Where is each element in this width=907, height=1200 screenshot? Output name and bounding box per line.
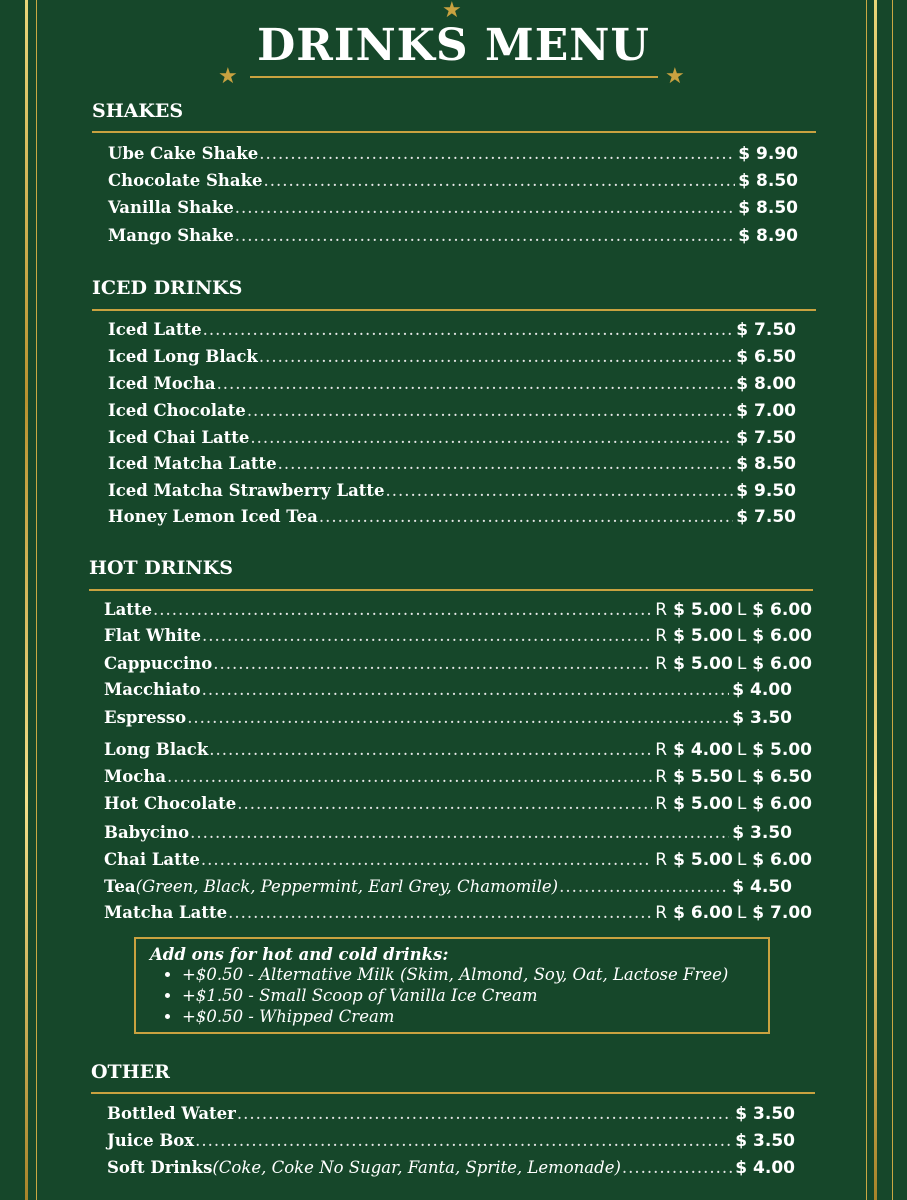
item-price: $ 8.00: [736, 374, 796, 394]
dot-leader: [247, 401, 733, 420]
large-price: [737, 850, 812, 870]
size-label-large: L: [736, 626, 747, 646]
large-price: [737, 626, 812, 646]
item-price-regular: $ 5.00: [673, 600, 733, 620]
item-price-regular: $ 5.00: [673, 794, 733, 814]
section-heading-iced-drinks: ICED DRINKS: [92, 277, 243, 299]
dot-leader: [622, 1158, 732, 1177]
item-price-large: $ 6.00: [752, 626, 812, 646]
item-price-regular: $ 5.00: [673, 626, 733, 646]
item-name: Ube Cake Shake: [108, 144, 259, 163]
dot-leader: [235, 198, 736, 217]
size-label-regular: R: [655, 903, 668, 923]
dot-leader: [153, 600, 652, 619]
dot-leader: [195, 1131, 732, 1150]
item-price: $ 6.50: [736, 347, 796, 367]
item-price-regular: $ 5.00: [673, 654, 733, 674]
item-name: Juice Box: [107, 1131, 195, 1150]
regular-price: [655, 626, 733, 646]
size-label-regular: R: [655, 850, 668, 870]
item-name: Iced Chocolate: [108, 401, 246, 420]
addons-heading: Add ons for hot and cold drinks:: [150, 945, 449, 964]
dot-leader: [187, 708, 729, 727]
menu-item: [108, 320, 796, 344]
item-price: $ 7.50: [736, 507, 796, 527]
regular-price: [655, 767, 733, 787]
addons-list: [150, 964, 754, 1027]
dot-leader: [319, 507, 733, 526]
dot-leader: [202, 680, 730, 699]
size-label-large: L: [736, 903, 747, 923]
addon-item: • +$0.50 - Alternative Milk (Skim, Almond, Soy, Oat, Lactose Free): [182, 964, 754, 985]
section-heading-other: OTHER: [91, 1061, 170, 1083]
dot-leader: [203, 320, 734, 339]
item-price: $ 8.50: [736, 454, 796, 474]
menu-item: [104, 767, 812, 791]
size-label-regular: R: [655, 626, 668, 646]
item-price: $ 9.90: [738, 144, 798, 164]
menu-item: [104, 654, 812, 678]
section-divider: [89, 589, 813, 591]
menu-item: [107, 1104, 795, 1128]
dot-leader: [386, 481, 734, 500]
item-price: $ 3.50: [732, 823, 792, 843]
large-price: [737, 740, 812, 760]
menu-item: [104, 823, 792, 847]
item-price: $ 3.50: [735, 1131, 795, 1151]
regular-price: [655, 740, 733, 760]
item-price-large: $ 5.00: [752, 740, 812, 760]
regular-price: [655, 600, 733, 620]
menu-item: [104, 740, 812, 764]
item-price-large: $ 6.00: [752, 850, 812, 870]
item-name: Mango Shake: [108, 226, 234, 245]
item-name: Chocolate Shake: [108, 171, 263, 190]
item-price: $ 4.50: [732, 877, 792, 897]
item-name: Matcha Latte: [104, 903, 228, 922]
dot-leader: [235, 226, 736, 245]
item-name: Bottled Water: [107, 1104, 236, 1123]
item-note: (Coke, Coke No Sugar, Fanta, Sprite, Lemonade): [212, 1158, 621, 1177]
size-label-large: L: [736, 850, 747, 870]
section-heading-hot-drinks: HOT DRINKS: [89, 557, 234, 579]
section-divider: [92, 131, 816, 133]
menu-item: [108, 401, 796, 425]
menu-item: [108, 347, 796, 371]
dot-leader: [278, 454, 734, 473]
large-price: [737, 654, 812, 674]
item-name: Tea: [104, 877, 136, 896]
item-name: Babycino: [104, 823, 190, 842]
item-price-regular: $ 4.00: [673, 740, 733, 760]
menu-item: [108, 374, 796, 398]
star-icon: ★: [442, 0, 462, 23]
menu-item: [104, 708, 792, 732]
item-name: Iced Mocha: [108, 374, 216, 393]
dot-leader: [190, 823, 729, 842]
size-label-regular: R: [655, 767, 668, 787]
item-price-large: $ 6.50: [752, 767, 812, 787]
menu-item: [104, 877, 792, 901]
item-price: $ 7.50: [736, 320, 796, 340]
size-label-large: L: [736, 654, 747, 674]
large-price: [737, 794, 812, 814]
menu-item: [104, 600, 812, 624]
menu-item: [104, 680, 792, 704]
dot-leader: [228, 903, 652, 922]
item-name: Espresso: [104, 708, 187, 727]
dot-leader: [167, 767, 652, 786]
item-price: $ 8.50: [738, 171, 798, 191]
star-icon: ★: [665, 64, 685, 89]
item-note: (Green, Black, Peppermint, Earl Grey, Chamomile): [135, 877, 559, 896]
item-name: Iced Matcha Latte: [108, 454, 277, 473]
size-label-regular: R: [655, 600, 668, 620]
item-price: $ 3.50: [735, 1104, 795, 1124]
item-price: $ 7.50: [736, 428, 796, 448]
dot-leader: [559, 877, 729, 896]
page-title: DRINKS MENU: [257, 20, 650, 71]
frame-border-left: [25, 0, 28, 1200]
section-divider: [92, 309, 816, 311]
item-price: $ 4.00: [732, 680, 792, 700]
menu-item: [104, 794, 812, 818]
size-label-large: L: [736, 600, 747, 620]
item-price-large: $ 7.00: [752, 903, 812, 923]
item-price: $ 7.00: [736, 401, 796, 421]
dot-leader: [259, 347, 733, 366]
item-price-large: $ 6.00: [752, 654, 812, 674]
large-price: [737, 903, 812, 923]
frame-border-right: [874, 0, 877, 1200]
dot-leader: [209, 740, 652, 759]
size-label-regular: R: [655, 794, 668, 814]
dot-leader: [213, 654, 652, 673]
dot-leader: [259, 144, 735, 163]
dot-leader: [237, 794, 652, 813]
item-price-regular: $ 5.50: [673, 767, 733, 787]
title-divider: [250, 76, 658, 78]
item-price-large: $ 6.00: [752, 794, 812, 814]
menu-item: [108, 428, 796, 452]
dot-leader: [264, 171, 736, 190]
frame-border-left-inner: [36, 0, 37, 1200]
section-heading-shakes: SHAKES: [92, 100, 184, 122]
item-name: Flat White: [104, 626, 201, 645]
star-icon: ★: [218, 64, 238, 89]
dot-leader: [237, 1104, 732, 1123]
item-price: $ 8.50: [738, 198, 798, 218]
dot-leader: [201, 850, 652, 869]
regular-price: [655, 903, 733, 923]
item-name: Cappuccino: [104, 654, 213, 673]
item-name: Iced Latte: [108, 320, 202, 339]
large-price: [737, 600, 812, 620]
addons-box: [134, 937, 770, 1034]
regular-price: [655, 654, 733, 674]
item-name: Chai Latte: [104, 850, 200, 869]
item-name: Mocha: [104, 767, 167, 786]
menu-item: [108, 171, 798, 195]
item-price: $ 3.50: [732, 708, 792, 728]
menu-item: [108, 226, 798, 250]
item-name: Latte: [104, 600, 153, 619]
large-price: [737, 767, 812, 787]
menu-item: [104, 626, 812, 650]
item-price-regular: $ 5.00: [673, 850, 733, 870]
size-label-regular: R: [655, 654, 668, 674]
item-name: Macchiato: [104, 680, 201, 699]
item-name: Iced Long Black: [108, 347, 258, 366]
regular-price: [655, 850, 733, 870]
size-label-regular: R: [655, 740, 668, 760]
item-name: Vanilla Shake: [108, 198, 234, 217]
item-name: Iced Matcha Strawberry Latte: [108, 481, 385, 500]
item-name: Honey Lemon Iced Tea: [108, 507, 318, 526]
item-price-regular: $ 6.00: [673, 903, 733, 923]
menu-item: [108, 454, 796, 478]
item-price: $ 4.00: [735, 1158, 795, 1178]
menu-item: [108, 481, 796, 505]
menu-item: [104, 903, 812, 927]
menu-item: [104, 850, 812, 874]
item-price-large: $ 6.00: [752, 600, 812, 620]
menu-item: [107, 1131, 795, 1155]
size-label-large: L: [736, 740, 747, 760]
dot-leader: [202, 626, 652, 645]
item-name: Iced Chai Latte: [108, 428, 250, 447]
menu-item: [108, 144, 798, 168]
frame-border-right-outer: [892, 0, 893, 1200]
section-divider: [91, 1092, 815, 1094]
dot-leader: [250, 428, 733, 447]
dot-leader: [217, 374, 734, 393]
item-price: $ 8.90: [738, 226, 798, 246]
item-name: Soft Drinks: [107, 1158, 213, 1177]
menu-item: [108, 507, 796, 531]
menu-item: [108, 198, 798, 222]
addon-item: • +$1.50 - Small Scoop of Vanilla Ice Cream: [182, 985, 754, 1006]
item-price: $ 9.50: [736, 481, 796, 501]
size-label-large: L: [736, 794, 747, 814]
addon-item: • +$0.50 - Whipped Cream: [182, 1006, 754, 1027]
menu-item: [107, 1158, 795, 1182]
frame-border-right-inner: [866, 0, 867, 1200]
item-name: Hot Chocolate: [104, 794, 237, 813]
size-label-large: L: [736, 767, 747, 787]
regular-price: [655, 794, 733, 814]
item-name: Long Black: [104, 740, 209, 759]
